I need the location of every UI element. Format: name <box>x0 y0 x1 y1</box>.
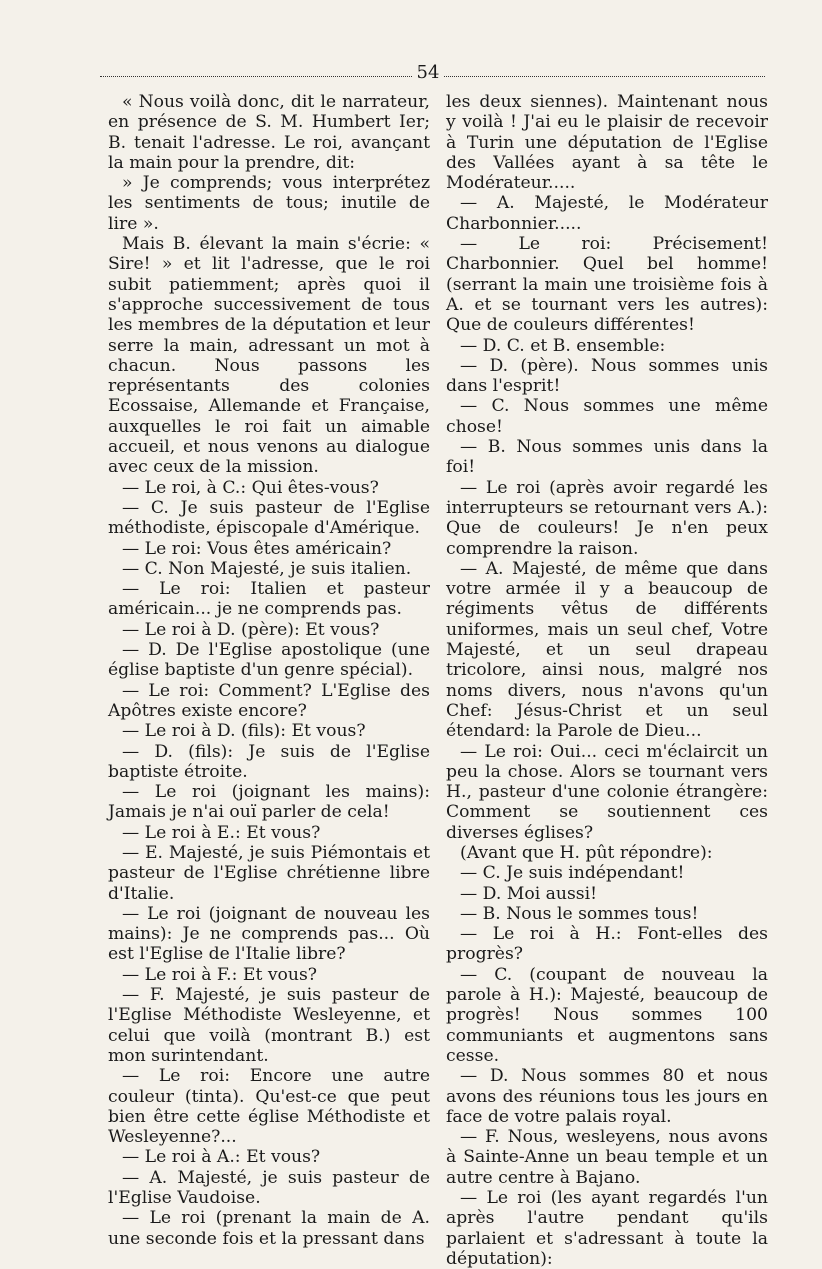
dialogue-line: — Le roi: Italien et pasteur américain... je ne comprends pas. <box>108 579 430 620</box>
dialogue-line: — Le roi à F.: Et vous? <box>122 964 317 985</box>
dialogue-line: — B. Nous sommes unis dans la foi! <box>446 437 768 478</box>
header-rule-left <box>100 76 412 77</box>
dialogue-line: — D. De l'Eglise apostolique (une église baptiste d'un genre spécial). <box>108 640 430 681</box>
dialogue-line: — C. Non Majesté, je suis italien. <box>122 558 412 579</box>
dialogue-line: — Le roi à H.: Font-elles des progrès? <box>446 924 768 965</box>
dialogue-line: — D. (fils): Je suis de l'Eglise baptiste étroite. <box>108 741 430 782</box>
dialogue-line: — Le roi: Oui... ceci m'éclaircit un peu la chose. Alors se tournant vers H., pasteur d'une colonie étrangère: Comment se soutiennent ces diverses églises? <box>446 741 768 843</box>
dialogue-line: — Le roi, à C.: Qui êtes-vous? <box>122 477 379 498</box>
dialogue-line: — D. Nous sommes 80 et nous avons des réunions tous les jours en face de votre palais royal. <box>446 1066 768 1127</box>
header-rule-right <box>444 76 765 77</box>
page-number: 54 <box>416 62 440 83</box>
paragraph: Mais B. élevant la main s'écrie: « Sire! » et lit l'adresse, que le roi subit patiemment; après quoi il s'approche successivement de tous les membres de la députation et leur serre la main, adressant un mot à chacun. Nous passons les représentants des colonies Ecossaise, Allemande et Française, auxquelles le roi fait un aimable accueil, et nous venons au dialogue avec ceux de la mission. <box>108 234 430 478</box>
dialogue-line: — Le roi (joignant de nouveau les mains): Je ne comprends pas... Où est l'Eglise de l'Italie libre? <box>108 903 430 965</box>
paragraph: « Nous voilà donc, dit le narrateur, en présence de S. M. Humbert Ier; B. tenait l'adresse. Le roi, avançant la main pour la prendre, dit: <box>108 92 430 173</box>
dialogue-line: — Le roi: Précisement! Charbonnier. Quel bel homme! (serrant la main une troisième fois à A. et se tournant vers les autres): Que de couleurs différentes! <box>446 234 768 336</box>
dialogue-line: — C. Je suis pasteur de l'Eglise méthodiste, épiscopale d'Amérique. <box>108 497 430 539</box>
paragraph-continuation: les deux siennes). Maintenant nous y voilà ! J'ai eu le plaisir de recevoir à Turin une députation de l'Eglise des Vallées ayant à sa tête le Modérateur..... <box>446 92 768 194</box>
dialogue-line: — F. Majesté, je suis pasteur de l'Eglise Méthodiste Wesleyenne, et celui que voilà (montrant B.) est mon surintendant. <box>108 985 430 1066</box>
dialogue-line: — C. (coupant de nouveau la parole à H.): Majesté, beaucoup de progrès! Nous sommes 100 communiants et augmentons sans cesse. <box>446 964 768 1066</box>
dialogue-line: — Le roi à A.: Et vous? <box>122 1147 321 1168</box>
dialogue-line: — A. Majesté, le Modérateur Charbonnier..... <box>446 193 768 234</box>
dialogue-line: — D. (père). Nous sommes unis dans l'esprit! <box>446 355 768 397</box>
dialogue-line: — Le roi (joignant les mains): Jamais je n'ai ouï parler de cela! <box>108 782 430 823</box>
dialogue-line: — Le roi à D. (fils): Et vous? <box>122 721 366 742</box>
dialogue-line: — C. Nous sommes une même chose! <box>446 396 768 437</box>
right-column <box>446 92 768 1269</box>
dialogue-line: — C. Je suis indépendant! <box>460 863 685 884</box>
dialogue-line: — A. Majesté, je suis pasteur de l'Eglise Vaudoise. <box>108 1167 430 1209</box>
dialogue-line: — Le roi à E.: Et vous? <box>122 822 321 843</box>
dialogue-line: — Le roi (les ayant regardés l'un après l'autre pendant qu'ils parlaient et s'adressant à toute la députation): <box>446 1188 768 1269</box>
dialogue-line: — Le roi: Comment? L'Eglise des Apôtres existe encore? <box>108 680 430 721</box>
dialogue-line: — Le roi: Vous êtes américain? <box>122 538 392 559</box>
dialogue-line: — Le roi (prenant la main de A. une seconde fois et la pressant dans <box>108 1208 430 1249</box>
dialogue-line: — B. Nous le sommes tous! <box>460 903 699 924</box>
dialogue-line: — Le roi (après avoir regardé les interrupteurs se retournant vers A.): Que de couleurs! Je n'en peux comprendre la raison. <box>446 477 768 559</box>
dialogue-line: — E. Majesté, je suis Piémontais et pasteur de l'Eglise chrétienne libre d'Italie. <box>108 842 430 904</box>
dialogue-line: — F. Nous, wesleyens, nous avons à Sainte-Anne un beau temple et un autre centre à Bajano. <box>446 1127 768 1188</box>
left-column <box>108 92 430 1249</box>
dialogue-line: — Le roi: Encore une autre couleur (tinta). Qu'est-ce que peut bien être cette église Méthodiste et Wesleyenne?... <box>108 1066 430 1148</box>
page-header <box>100 62 765 88</box>
dialogue-line: — D. C. et B. ensemble: <box>460 335 666 356</box>
dialogue-line: — D. Moi aussi! <box>460 883 598 904</box>
dialogue-line: — Le roi à D. (père): Et vous? <box>122 619 380 640</box>
dialogue-line: (Avant que H. pût répondre): <box>460 842 713 863</box>
dialogue-line: — A. Majesté, de même que dans votre armée il y a beaucoup de régiments vêtus de différents uniformes, mais un seul chef, Votre Majesté, et un seul drapeau tricolore, ainsi nous, malgré nos noms divers, nous n'avons qu'un Chef: Jésus-Christ et un seul étendard: la Parole de Dieu... <box>446 558 768 742</box>
paragraph: » Je comprends; vous interprétez les sentiments de tous; inutile de lire ». <box>108 173 430 234</box>
